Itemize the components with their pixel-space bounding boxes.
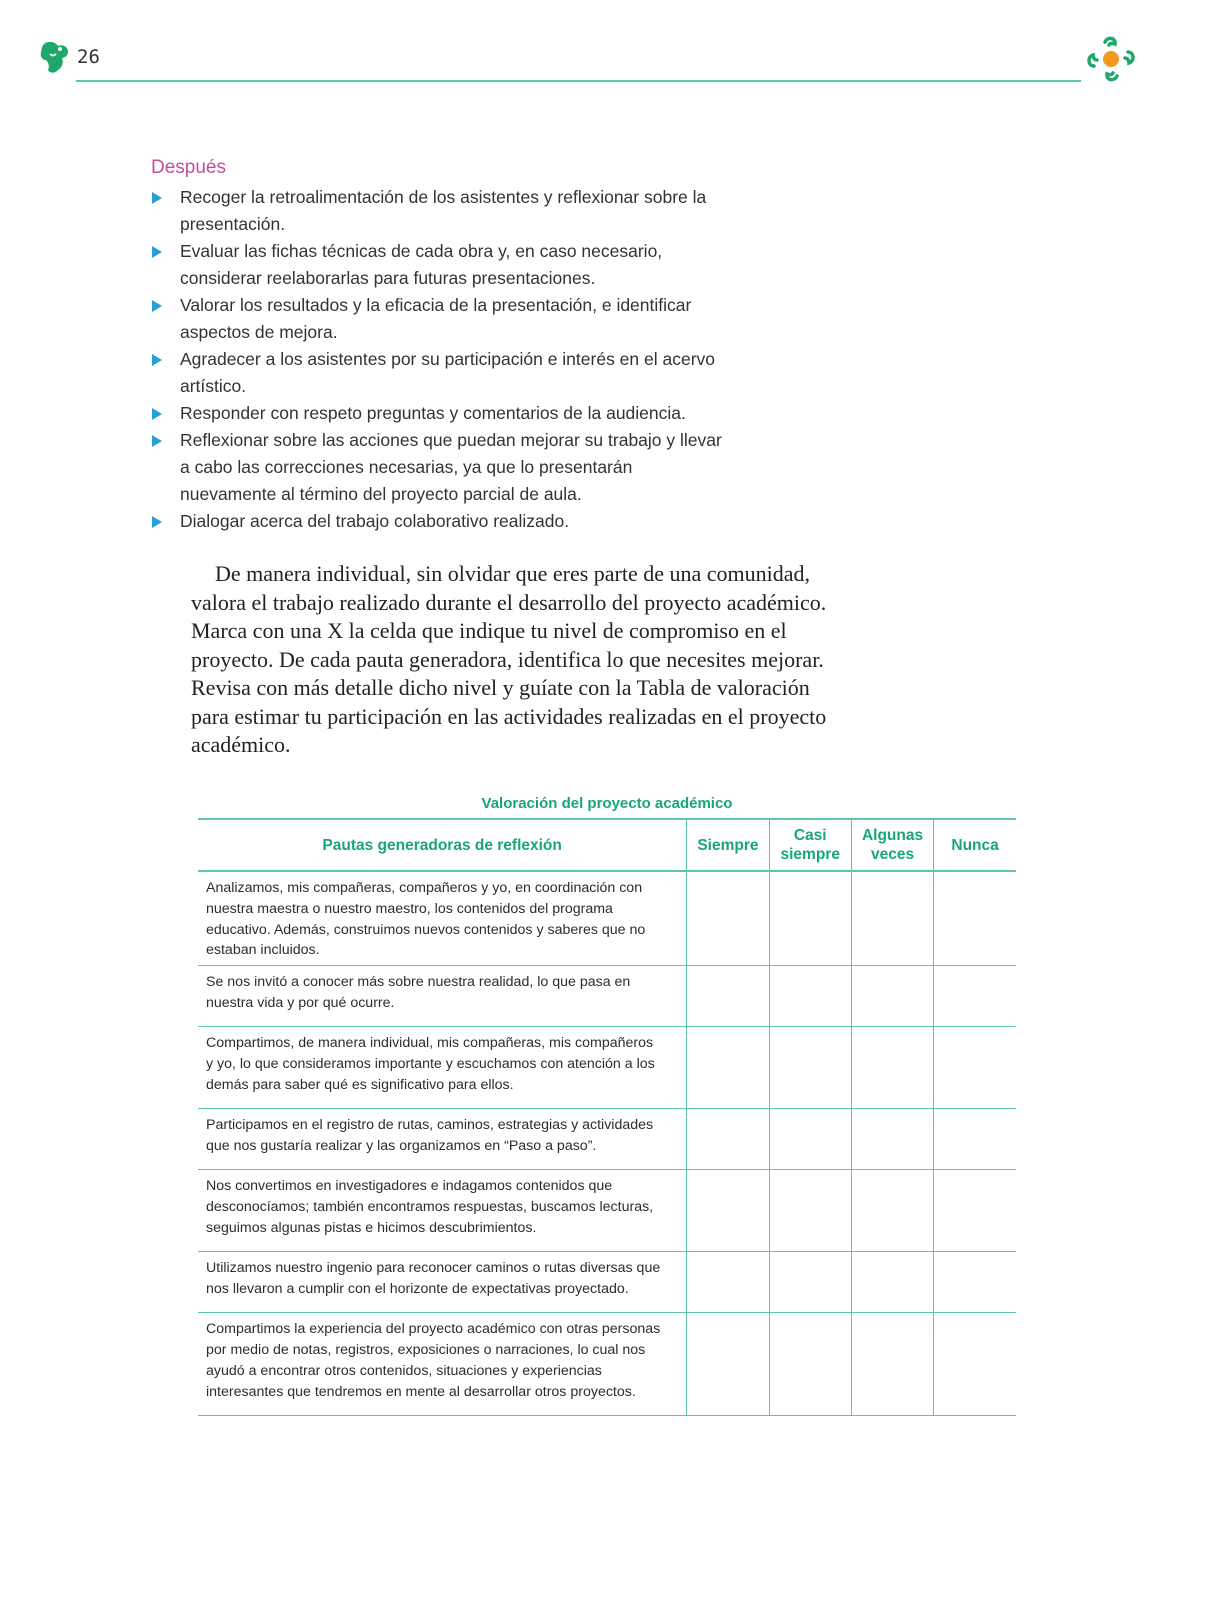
list-item: Valorar los resultados y la eficacia de la presentación, e identificar aspectos de mejora. bbox=[151, 292, 731, 346]
checkbox-cell-siempre[interactable] bbox=[687, 1313, 769, 1416]
orange-circle-flower-logo-icon bbox=[1084, 34, 1138, 84]
checkbox-cell-casi-siempre[interactable] bbox=[769, 1252, 851, 1313]
checkbox-cell-casi-siempre[interactable] bbox=[769, 1170, 851, 1252]
checkbox-cell-algunas-veces[interactable] bbox=[851, 1027, 933, 1109]
triangle-bullet-icon bbox=[152, 246, 162, 258]
checkbox-cell-nunca[interactable] bbox=[934, 1252, 1016, 1313]
checkbox-cell-algunas-veces[interactable] bbox=[851, 966, 933, 1027]
table-row bbox=[198, 966, 1016, 1027]
pauta-text: Compartimos la experiencia del proyecto académico con otras personas por medio de notas, registros, exposiciones o narraciones, lo cual nos ayudó a encontrar otros contenidos, situaciones y experiencias interesantes que tendremos en mente al desarrollar otros proyectos. bbox=[198, 1313, 687, 1416]
checkbox-cell-algunas-veces[interactable] bbox=[851, 1252, 933, 1313]
table-row bbox=[198, 1027, 1016, 1109]
page-header bbox=[0, 0, 1214, 100]
pauta-text: Participamos en el registro de rutas, caminos, estrategias y actividades que nos gustaría realizar y las organizamos en “Paso a paso”. bbox=[198, 1109, 687, 1170]
valuation-table bbox=[198, 818, 1016, 1416]
header-rule bbox=[76, 80, 1081, 82]
table-header-row bbox=[198, 819, 1016, 871]
pauta-text: Se nos invitó a conocer más sobre nuestra realidad, lo que pasa en nuestra vida y por qué ocurre. bbox=[198, 966, 687, 1027]
triangle-bullet-icon bbox=[152, 408, 162, 420]
pauta-text: Utilizamos nuestro ingenio para reconocer caminos o rutas diversas que nos llevaron a cumplir con el horizonte de expectativas proyectado. bbox=[198, 1252, 687, 1313]
list-item: Recoger la retroalimentación de los asistentes y reflexionar sobre la presentación. bbox=[151, 184, 731, 238]
checkbox-cell-siempre[interactable] bbox=[687, 1170, 769, 1252]
section-heading: Después bbox=[151, 157, 226, 178]
checkbox-cell-casi-siempre[interactable] bbox=[769, 1027, 851, 1109]
header-casi-siempre: Casi siempre bbox=[769, 819, 851, 871]
table-row bbox=[198, 1313, 1016, 1416]
checkbox-cell-casi-siempre[interactable] bbox=[769, 871, 851, 966]
triangle-bullet-icon bbox=[152, 354, 162, 366]
header-algunas-veces: Algunas veces bbox=[851, 819, 933, 871]
checkbox-cell-nunca[interactable] bbox=[934, 1109, 1016, 1170]
list-item: Evaluar las fichas técnicas de cada obra y, en caso necesario, considerar reelaborarlas para futuras presentaciones. bbox=[151, 238, 731, 292]
checkbox-cell-algunas-veces[interactable] bbox=[851, 871, 933, 966]
checkbox-cell-siempre[interactable] bbox=[687, 1027, 769, 1109]
pauta-text: Analizamos, mis compañeras, compañeros y yo, en coordinación con nuestra maestra o nuestro maestro, los contenidos del programa educativo. Además, construimos nuevos contenidos y saberes que no estaban incluidos. bbox=[198, 871, 687, 966]
checkbox-cell-algunas-veces[interactable] bbox=[851, 1313, 933, 1416]
table-row bbox=[198, 1170, 1016, 1252]
checkbox-cell-nunca[interactable] bbox=[934, 1027, 1016, 1109]
checkbox-cell-casi-siempre[interactable] bbox=[769, 1109, 851, 1170]
checkbox-cell-nunca[interactable] bbox=[934, 871, 1016, 966]
pauta-text: Nos convertimos en investigadores e indagamos contenidos que desconocíamos; también encontramos respuestas, buscamos lecturas, seguimos algunas pistas e hicimos descubrimientos. bbox=[198, 1170, 687, 1252]
header-nunca: Nunca bbox=[934, 819, 1016, 871]
triangle-bullet-icon bbox=[152, 300, 162, 312]
checkbox-cell-casi-siempre[interactable] bbox=[769, 966, 851, 1027]
triangle-bullet-icon bbox=[152, 516, 162, 528]
list-item: Dialogar acerca del trabajo colaborativo realizado. bbox=[151, 508, 731, 535]
table-title: Valoración del proyecto académico bbox=[481, 795, 733, 812]
checkbox-cell-siempre[interactable] bbox=[687, 966, 769, 1027]
list-item: Agradecer a los asistentes por su participación e interés en el acervo artístico. bbox=[151, 346, 731, 400]
instruction-paragraph: De manera individual, sin olvidar que eres parte de una comunidad, valora el trabajo realizado durante el desarrollo del proyecto académico. Marca con una X la celda que indique tu nivel de compromiso en el proyecto. De cada pauta generadora, identifica lo que necesites mejorar. Revisa con más detalle dicho nivel y guíate con la Tabla de valoración para estimar tu participación en las actividades realizadas en el proyecto académico. bbox=[191, 561, 827, 757]
header-pauta: Pautas generadoras de reflexión bbox=[198, 819, 687, 871]
triangle-bullet-icon bbox=[152, 435, 162, 447]
checkbox-cell-nunca[interactable] bbox=[934, 1170, 1016, 1252]
checkbox-cell-algunas-veces[interactable] bbox=[851, 1109, 933, 1170]
table-row bbox=[198, 1252, 1016, 1313]
pauta-text: Compartimos, de manera individual, mis compañeras, mis compañeros y yo, lo que consideramos importante y escuchamos con atención a los demás para saber qué es significativo para ellos. bbox=[198, 1027, 687, 1109]
page-number: 26 bbox=[77, 46, 100, 68]
table-row bbox=[198, 871, 1016, 966]
header-siempre: Siempre bbox=[687, 819, 769, 871]
checkbox-cell-siempre[interactable] bbox=[687, 1252, 769, 1313]
checkbox-cell-siempre[interactable] bbox=[687, 871, 769, 966]
checkbox-cell-nunca[interactable] bbox=[934, 1313, 1016, 1416]
green-figure-logo-icon bbox=[38, 40, 70, 74]
list-item: Reflexionar sobre las acciones que puedan mejorar su trabajo y llevar a cabo las correcciones necesarias, ya que lo presentarán nuevamente al término del proyecto parcial de aula. bbox=[151, 427, 731, 508]
list-item: Responder con respeto preguntas y comentarios de la audiencia. bbox=[151, 400, 731, 427]
checkbox-cell-casi-siempre[interactable] bbox=[769, 1313, 851, 1416]
table-row bbox=[198, 1109, 1016, 1170]
checkbox-cell-nunca[interactable] bbox=[934, 966, 1016, 1027]
bullet-list bbox=[151, 184, 731, 535]
checkbox-cell-algunas-veces[interactable] bbox=[851, 1170, 933, 1252]
checkbox-cell-siempre[interactable] bbox=[687, 1109, 769, 1170]
triangle-bullet-icon bbox=[152, 192, 162, 204]
